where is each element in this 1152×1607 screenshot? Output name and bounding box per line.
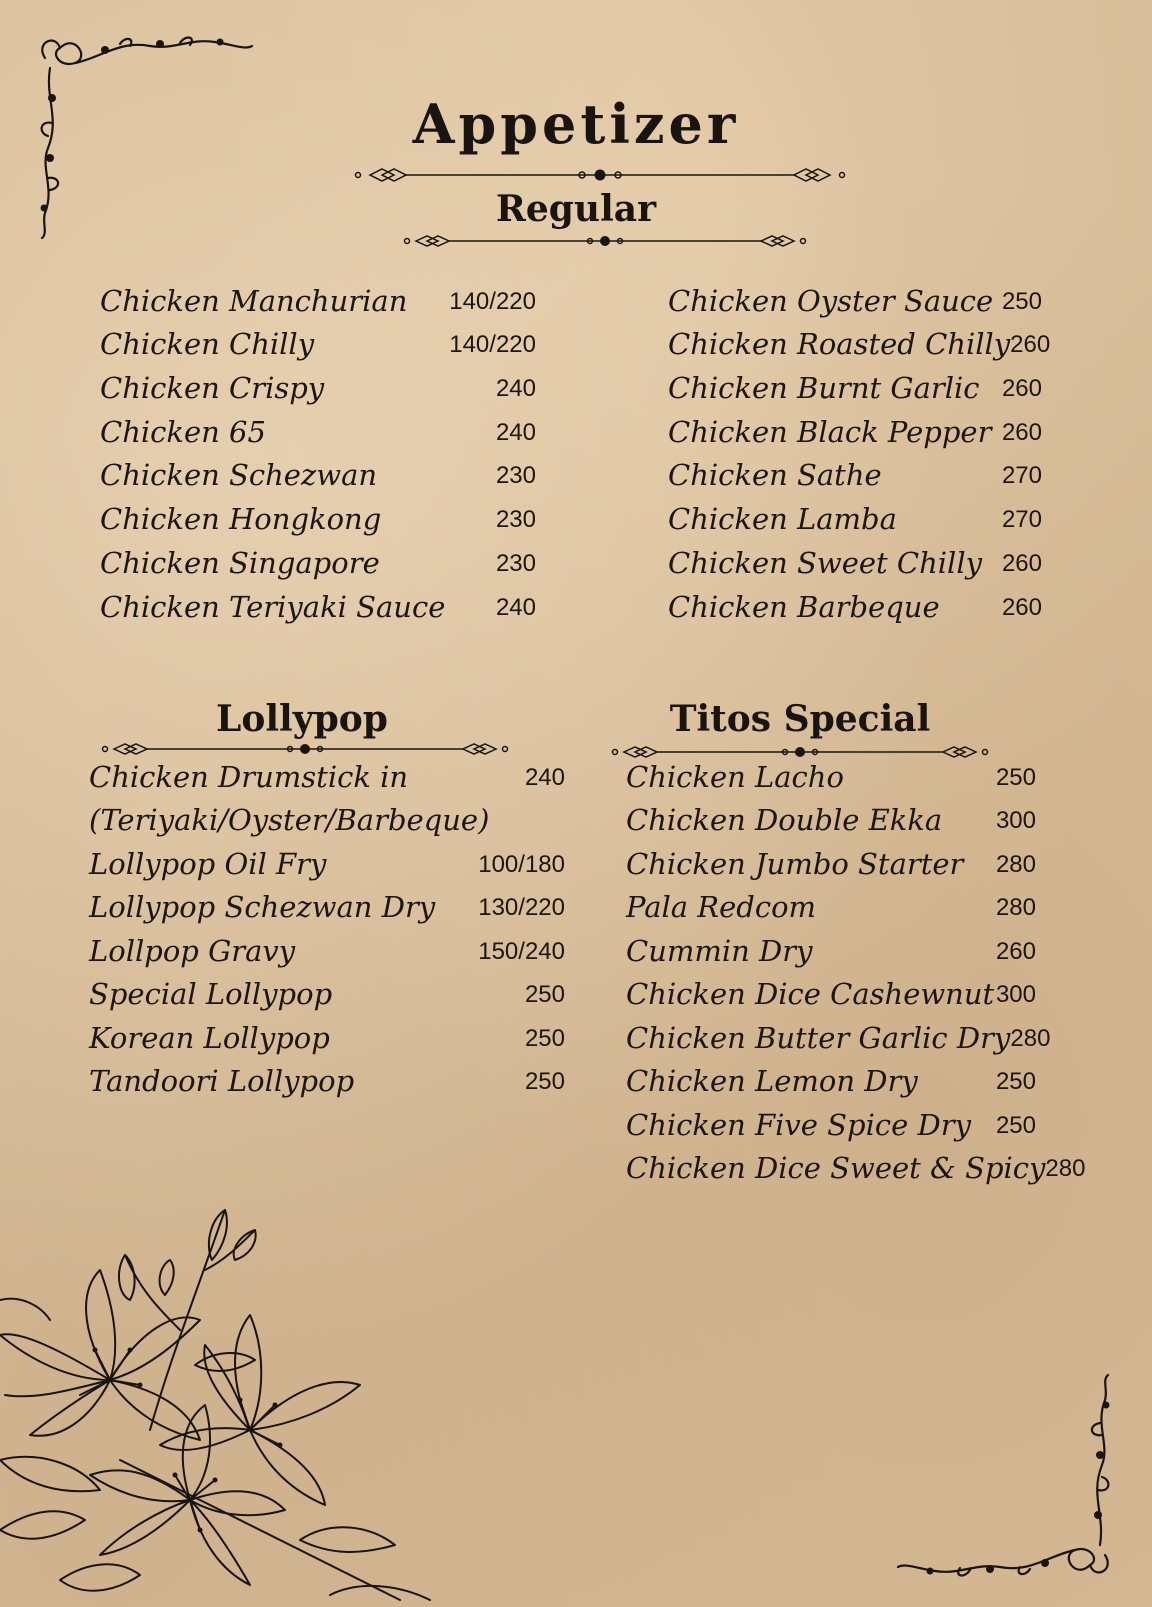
list-item bbox=[89, 968, 565, 1012]
item-name: Chicken Barbeque bbox=[668, 589, 940, 624]
item-price: 250 bbox=[995, 1111, 1036, 1139]
item-name: Chicken Double Ekka bbox=[626, 803, 943, 837]
list-item bbox=[100, 405, 536, 449]
list-item bbox=[668, 274, 1042, 318]
list-item bbox=[626, 924, 1036, 968]
list-item bbox=[626, 1098, 1036, 1142]
list-item bbox=[100, 492, 536, 536]
item-price: 300 bbox=[995, 807, 1036, 834]
list-item bbox=[626, 1142, 1086, 1186]
item-name: Chicken Hongkong bbox=[100, 502, 382, 537]
item-name: Chicken Sathe bbox=[668, 458, 882, 493]
list-item bbox=[89, 837, 565, 881]
list-item bbox=[668, 361, 1042, 405]
list-item bbox=[626, 968, 1036, 1012]
list-item bbox=[626, 1011, 1051, 1055]
item-price: 250 bbox=[524, 981, 565, 1008]
item-name: Pala Redcom bbox=[626, 890, 817, 924]
item-price: 280 bbox=[995, 894, 1036, 921]
item-price: 280 bbox=[995, 850, 1036, 878]
item-price: 250 bbox=[995, 1068, 1036, 1095]
page-title: Appetizer bbox=[412, 92, 740, 156]
item-price: 140/220 bbox=[449, 331, 536, 359]
list-item bbox=[100, 318, 536, 362]
item-name: Chicken Black Pepper bbox=[668, 414, 992, 449]
item-price: 260 bbox=[1001, 549, 1042, 577]
divider-ornament-icon bbox=[352, 164, 848, 186]
item-price: 270 bbox=[1001, 462, 1042, 490]
item-name: Chicken Five Spice Dry bbox=[626, 1107, 971, 1142]
item-name: Chicken Dice Sweet & Spicy bbox=[626, 1151, 1046, 1185]
item-name: Chicken Oyster Sauce bbox=[668, 283, 994, 318]
item-price: 230 bbox=[495, 462, 536, 490]
list-item bbox=[626, 881, 1036, 925]
list-item bbox=[668, 536, 1042, 580]
divider-ornament-icon bbox=[402, 231, 808, 251]
item-name: Chicken Singapore bbox=[100, 545, 380, 580]
list-item bbox=[100, 449, 536, 493]
list-item bbox=[100, 580, 536, 624]
item-name: Chicken Lamba bbox=[668, 502, 897, 537]
item-name: Chicken Manchurian bbox=[100, 283, 408, 318]
list-item bbox=[100, 536, 536, 580]
item-name: Tandoori Lollypop bbox=[89, 1064, 355, 1098]
item-price: 270 bbox=[1001, 506, 1042, 534]
item-name: Lollypop Schezwan Dry bbox=[89, 890, 436, 924]
item-name: Chicken Dice Cashewnut bbox=[626, 977, 995, 1011]
item-price: 100/180 bbox=[478, 850, 565, 878]
item-name: Chicken Lacho bbox=[626, 759, 844, 794]
item-price: 250 bbox=[1001, 287, 1042, 315]
item-name: Chicken 65 bbox=[100, 414, 266, 449]
item-name: Cummin Dry bbox=[626, 933, 813, 968]
item-name: (Teriyaki/Oyster/Barbeque) bbox=[89, 803, 490, 837]
item-price: 230 bbox=[495, 549, 536, 577]
item-name: Chicken Lemon Dry bbox=[626, 1064, 918, 1098]
item-name: Chicken Chilly bbox=[100, 327, 315, 362]
item-price: 140/220 bbox=[449, 287, 536, 315]
item-price: 250 bbox=[524, 1024, 565, 1052]
list-item bbox=[100, 274, 536, 318]
list-item bbox=[626, 794, 1036, 838]
item-price: 230 bbox=[495, 506, 536, 534]
item-price: 130/220 bbox=[478, 894, 565, 921]
item-price: 260 bbox=[1010, 331, 1051, 359]
list-item bbox=[668, 449, 1042, 493]
lollypop-list bbox=[89, 750, 565, 1098]
item-name: Chicken Sweet Chilly bbox=[668, 545, 982, 580]
item-price: 150/240 bbox=[478, 937, 565, 965]
item-price: 260 bbox=[1001, 418, 1042, 446]
item-price: 280 bbox=[1045, 1155, 1086, 1182]
list-item bbox=[668, 318, 1051, 362]
item-price: 240 bbox=[495, 418, 536, 446]
list-item bbox=[89, 1011, 565, 1055]
regular-left-list bbox=[100, 274, 536, 624]
item-price: 260 bbox=[1001, 593, 1042, 621]
titos-special-list bbox=[626, 750, 1086, 1185]
list-item bbox=[626, 750, 1036, 794]
item-name: Lollpop Gravy bbox=[89, 933, 296, 968]
lily-floral-icon bbox=[0, 1200, 440, 1607]
item-name: Chicken Teriyaki Sauce bbox=[100, 589, 446, 624]
list-item bbox=[89, 1055, 565, 1099]
section-title-regular: Regular bbox=[495, 188, 657, 230]
item-name: Chicken Butter Garlic Dry bbox=[626, 1020, 1011, 1055]
item-price: 250 bbox=[524, 1068, 565, 1095]
list-item bbox=[100, 361, 536, 405]
item-name: Chicken Jumbo Starter bbox=[626, 846, 964, 881]
list-item bbox=[89, 924, 565, 968]
item-name: Chicken Drumstick in bbox=[89, 759, 409, 794]
item-name: Chicken Schezwan bbox=[100, 458, 378, 493]
item-name: Chicken Roasted Chilly bbox=[668, 327, 1011, 362]
section-title-titos-special: Titos Special bbox=[669, 698, 931, 740]
section-title-lollypop: Lollypop bbox=[216, 698, 388, 740]
list-item bbox=[89, 794, 565, 838]
item-price: 240 bbox=[495, 593, 536, 621]
item-price: 260 bbox=[995, 937, 1036, 965]
item-name: Chicken Burnt Garlic bbox=[668, 371, 980, 406]
item-price: 240 bbox=[524, 763, 565, 791]
list-item bbox=[668, 405, 1042, 449]
corner-flourish-bottom-right-icon bbox=[885, 1365, 1120, 1585]
item-name: Special Lollypop bbox=[89, 977, 333, 1011]
item-name: Lollypop Oil Fry bbox=[89, 846, 327, 881]
item-name: Chicken Crispy bbox=[100, 371, 325, 406]
list-item bbox=[626, 1055, 1036, 1099]
item-price: 260 bbox=[1001, 375, 1042, 403]
item-price: 280 bbox=[1010, 1024, 1051, 1052]
list-item bbox=[89, 750, 565, 794]
list-item bbox=[668, 580, 1042, 624]
list-item bbox=[89, 881, 565, 925]
item-price: 240 bbox=[495, 375, 536, 403]
item-price: 250 bbox=[995, 763, 1036, 791]
item-price: 300 bbox=[995, 981, 1036, 1008]
regular-right-list bbox=[668, 274, 1051, 624]
item-name: Korean Lollypop bbox=[89, 1020, 330, 1055]
list-item bbox=[668, 492, 1042, 536]
list-item bbox=[626, 837, 1036, 881]
